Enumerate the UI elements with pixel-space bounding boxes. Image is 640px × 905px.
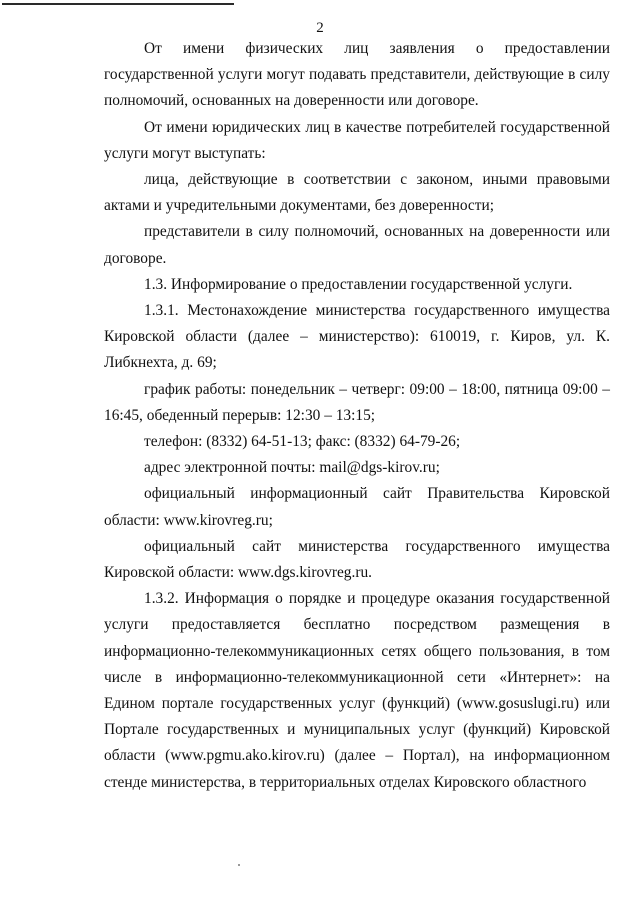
paragraph: телефон: (8332) 64-51-13; факс: (8332) 64-79-26; [144, 433, 461, 451]
paragraph: представители в силу полномочий, основанных на доверенности или договоре. [104, 223, 610, 267]
page-number: 2 [316, 20, 324, 36]
scan-speck [238, 864, 240, 866]
paragraph: От имени юридических лиц в качестве потребителей государственной услуги могут выступать: [104, 118, 610, 162]
paragraph: официальный сайт министерства государственного имущества Кировской области: www.dgs.kirovreg.ru. [104, 537, 610, 582]
paragraph: 1.3. Информирование о предоставлении государственной услуги. [144, 275, 573, 293]
paragraph: график работы: понедельник – четверг: 09:00 – 18:00, пятница 09:00 – 16:45, обеденный перерыв: 12:30 – 13:15; [104, 380, 610, 424]
paragraph: официальный информационный сайт Правительства Кировской области: www.kirovreg.ru; [104, 485, 610, 529]
paragraph: лица, действующие в соответствии с законом, иными правовыми актами и учредительными документами, без доверенности; [104, 171, 610, 215]
paragraph: От имени физических лиц заявления о предоставлении государственной услуги могут подавать представители, действующие в силу полномочий, основанных на доверенности или договоре. [104, 40, 610, 110]
paragraph: 1.3.1. Местонахождение министерства государственного имущества Кировской области (далее – министерство): 610019, г. Киров, ул. К. Либкнехта, д. 69; [104, 302, 610, 372]
paragraph: 1.3.2. Информация о порядке и процедуре оказания государственной услуги предоставляется бесплатно посредством размещения в информационно-телекоммуникационных сетях общего пользования, в том числе в информационно-телекоммуникационной сети «Интернет»: на Едином портале государственных услуг (функций) (www.gosuslugi.ru) или Портале государственных и муниципальных услуг (функций) Кировской области (www.pgmu.ako.kirov.ru) (далее – Портал), на информационном стенде министерства, в территориальных отделах Кировского областного [104, 590, 610, 791]
top-rule [2, 3, 234, 5]
paragraph: адрес электронной почты: mail@dgs-kirov.ru; [144, 459, 440, 477]
document-body [104, 36, 610, 796]
